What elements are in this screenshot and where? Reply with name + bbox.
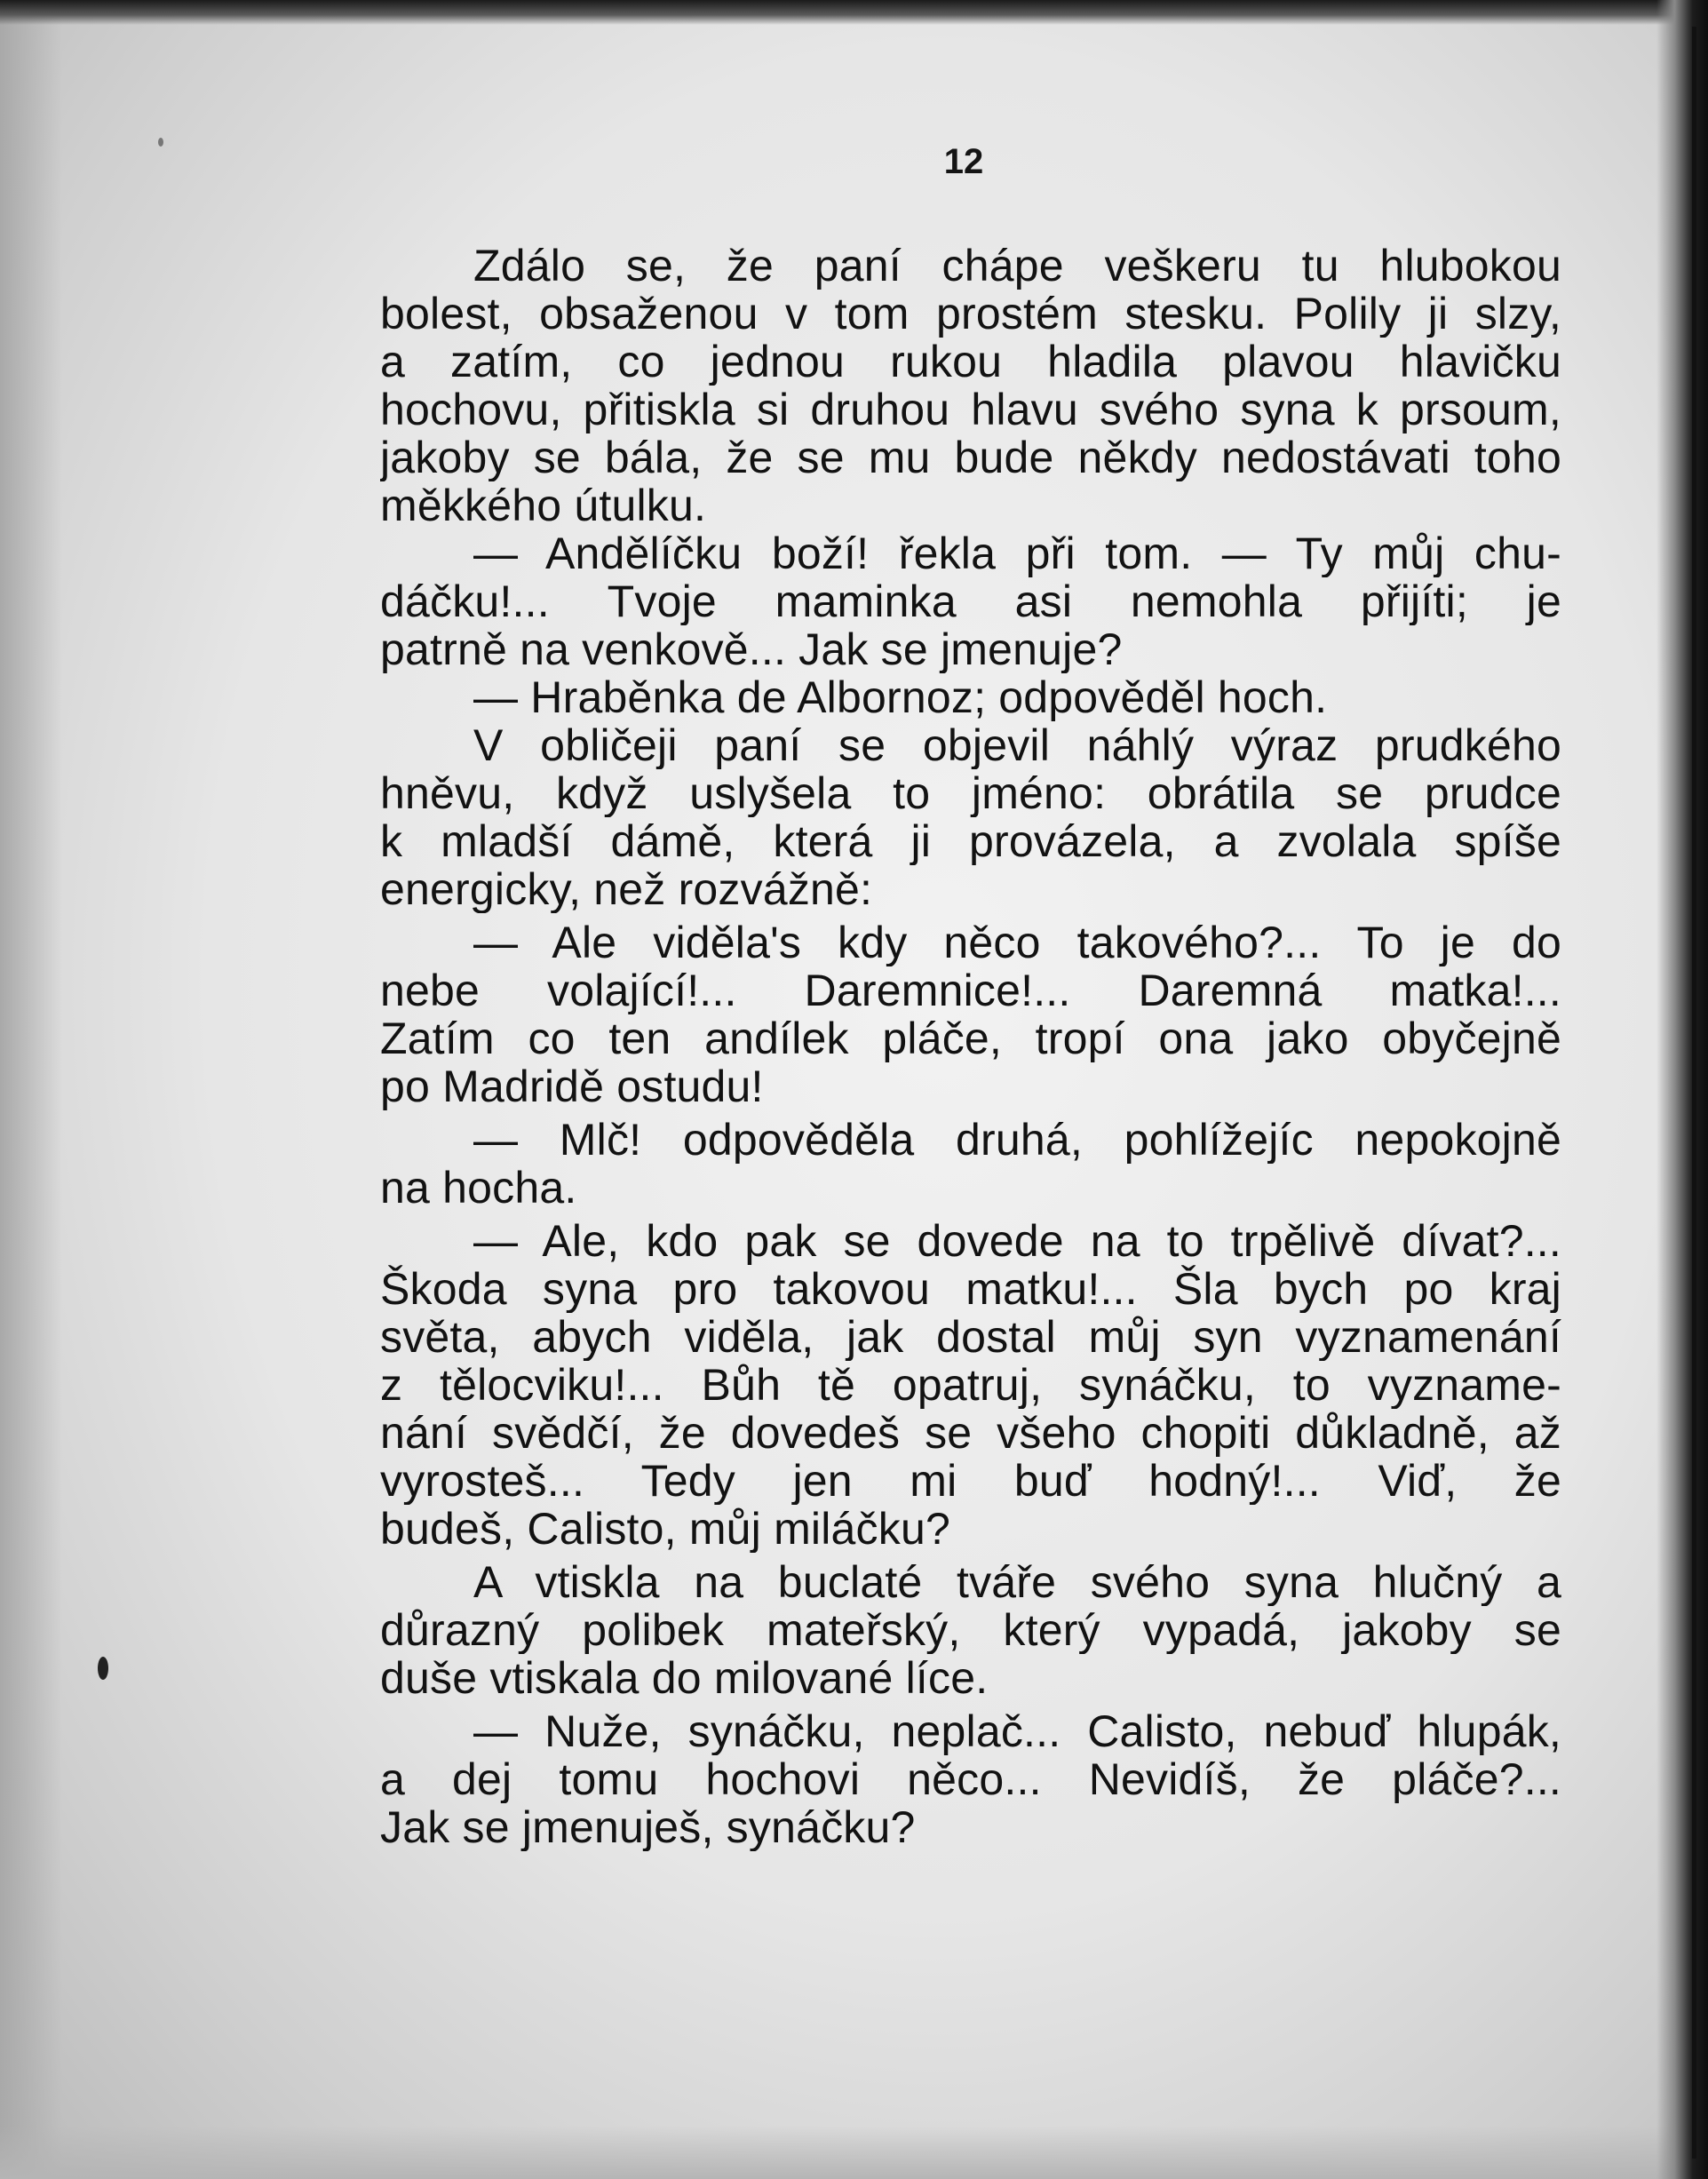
text-line: jakoby se bála, že se mu bude někdy nedostávati toho bbox=[380, 433, 1561, 481]
text-line: Škoda syna pro takovou matku!... Šla bych po kraj bbox=[380, 1265, 1561, 1313]
text-line: nání svědčí, že dovedeš se všeho chopiti důkladně, až bbox=[380, 1409, 1561, 1457]
text-line: Jak se jmenuješ, synáčku? bbox=[380, 1803, 916, 1851]
paragraph-6 bbox=[380, 1116, 1561, 1212]
ink-speck bbox=[98, 1657, 108, 1680]
text-line: vyrosteš... Tedy jen mi buď hodný!... Viď, že bbox=[380, 1457, 1561, 1505]
text-line: A vtiskla na buclaté tváře svého syna hlučný a bbox=[473, 1558, 1561, 1606]
text-line: — Mlč! odpověděla druhá, pohlížejíc nepokojně bbox=[473, 1116, 1561, 1164]
ink-speck bbox=[158, 138, 163, 147]
text-line: — Ale, kdo pak se dovede na to trpělivě dívat?... bbox=[473, 1217, 1561, 1265]
text-line: — Andělíčku boží! řekla při tom. — Ty můj chu- bbox=[473, 529, 1561, 577]
text-line: měkkého útulku. bbox=[380, 481, 707, 529]
text-line: — Nuže, synáčku, neplač... Calisto, nebuď hlupák, bbox=[473, 1707, 1561, 1755]
text-line: na hocha. bbox=[380, 1164, 577, 1212]
page-edge-bottom bbox=[0, 2126, 1708, 2179]
paragraph-3 bbox=[380, 673, 1561, 721]
paragraph-2 bbox=[380, 529, 1561, 673]
page-number: 12 bbox=[943, 142, 984, 181]
page-edge-right bbox=[1656, 0, 1708, 2179]
text-line: k mladší dámě, která ji provázela, a zvolala spíše bbox=[380, 817, 1561, 865]
paragraph-5 bbox=[380, 919, 1561, 1110]
body-text bbox=[380, 242, 1561, 1851]
text-line: světa, abych viděla, jak dostal můj syn vyznamenání bbox=[380, 1313, 1561, 1361]
text-line: — Hraběnka de Albornoz; odpověděl hoch. bbox=[473, 673, 1328, 721]
text-line: z tělocviku!... Bůh tě opatruj, synáčku, to vyzname- bbox=[380, 1361, 1561, 1409]
text-line: patrně na venkově... Jak se jmenuje? bbox=[380, 625, 1123, 673]
text-line: hněvu, když uslyšela to jméno: obrátila se prudce bbox=[380, 769, 1561, 817]
text-line: — Ale viděla's kdy něco takového?... To je do bbox=[473, 919, 1561, 966]
page-edge-left bbox=[0, 0, 62, 2179]
text-line: hochovu, přitiskla si druhou hlavu svého syna k prsoum, bbox=[380, 386, 1561, 433]
page-edge-top bbox=[0, 0, 1708, 25]
text-line: a dej tomu hochovi něco... Nevidíš, že pláče?... bbox=[380, 1755, 1561, 1803]
paragraph-1 bbox=[380, 242, 1561, 529]
text-line: Zatím co ten andílek pláče, tropí ona jako obyčejně bbox=[380, 1014, 1561, 1062]
text-line: nebe volající!... Daremnice!... Daremná matka!... bbox=[380, 966, 1561, 1014]
text-line: energicky, než rozvážně: bbox=[380, 865, 873, 913]
binding-line bbox=[1692, 27, 1696, 2159]
paragraph-8 bbox=[380, 1558, 1561, 1702]
paragraph-7 bbox=[380, 1217, 1561, 1553]
paragraph-9 bbox=[380, 1707, 1561, 1851]
text-line: budeš, Calisto, můj miláčku? bbox=[380, 1505, 950, 1553]
paragraph-4 bbox=[380, 721, 1561, 913]
text-line: a zatím, co jednou rukou hladila plavou hlavičku bbox=[380, 338, 1561, 386]
text-line: V obličeji paní se objevil náhlý výraz prudkého bbox=[473, 721, 1561, 769]
text-line: Zdálo se, že paní chápe veškeru tu hlubokou bbox=[473, 242, 1561, 290]
text-line: bolest, obsaženou v tom prostém stesku. Polily ji slzy, bbox=[380, 290, 1561, 338]
text-line: důrazný polibek mateřský, který vypadá, jakoby se bbox=[380, 1606, 1561, 1654]
text-line: duše vtiskala do milované líce. bbox=[380, 1654, 989, 1702]
text-line: po Madridě ostudu! bbox=[380, 1062, 764, 1110]
text-line: dáčku!... Tvoje maminka asi nemohla přijíti; je bbox=[380, 577, 1561, 625]
